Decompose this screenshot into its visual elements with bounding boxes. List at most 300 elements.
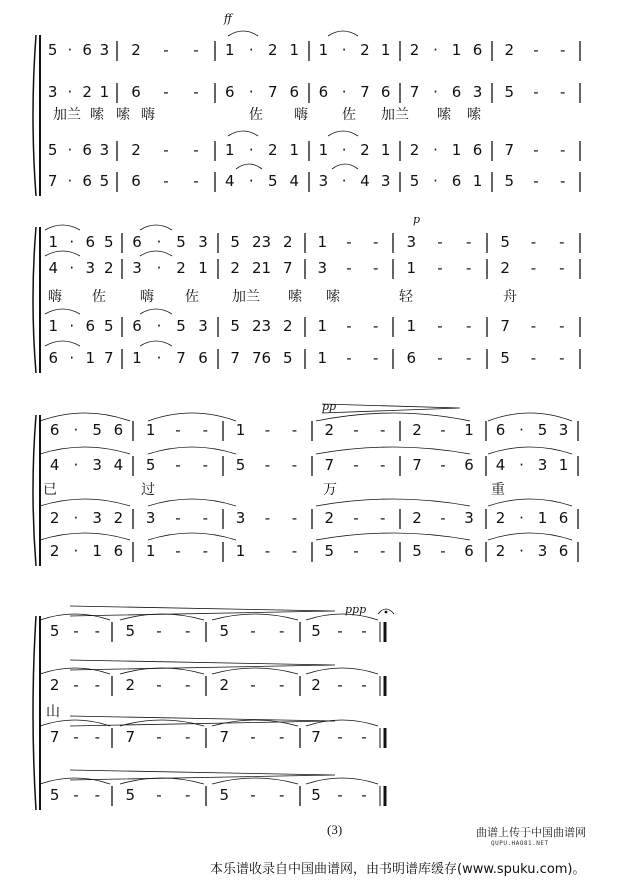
- jianpu-note: ·: [73, 421, 79, 439]
- slur: [148, 447, 236, 454]
- decrescendo: [70, 606, 335, 616]
- jianpu-note: 1: [132, 349, 142, 367]
- jianpu-note: 3: [472, 83, 483, 101]
- lyric-syllable: 嗦: [116, 107, 130, 123]
- jianpu-note: 7: [409, 83, 420, 101]
- slur: [316, 499, 470, 506]
- jianpu-note: ·: [73, 456, 79, 474]
- watermark-url: QUPU.HAO81.NET: [491, 840, 549, 847]
- jianpu-note: -: [533, 41, 539, 59]
- jianpu-note: -: [184, 728, 191, 746]
- jianpu-note: 5: [504, 172, 515, 190]
- slur: [40, 668, 110, 674]
- jianpu-note: 2: [176, 259, 186, 277]
- jianpu-note: 2: [125, 676, 136, 694]
- jianpu-note: 2: [103, 259, 114, 277]
- jianpu-note: -: [346, 259, 352, 277]
- jianpu-note: 7: [230, 349, 240, 367]
- jianpu-note: 5: [230, 317, 240, 335]
- jianpu-note: -: [530, 317, 537, 335]
- jianpu-note: ·: [341, 41, 347, 59]
- jianpu-note: 3: [132, 259, 142, 277]
- lyric-syllable: 重: [491, 482, 505, 498]
- jianpu-note: -: [94, 622, 101, 640]
- jianpu-note: 2: [412, 509, 422, 527]
- slur: [212, 778, 298, 784]
- jianpu-note: 4: [113, 456, 124, 474]
- jianpu-note: ·: [519, 542, 524, 560]
- jianpu-note: 6: [318, 83, 329, 101]
- jianpu-note: -: [337, 676, 343, 694]
- lyric-syllable: 嗦: [437, 107, 451, 123]
- jianpu-note: 6: [224, 83, 235, 101]
- jianpu-note: 4: [48, 259, 59, 277]
- jianpu-note: 5: [47, 41, 58, 59]
- slur: [306, 668, 378, 674]
- jianpu-note: ·: [248, 141, 254, 159]
- jianpu-note: 6: [113, 542, 124, 560]
- footer-note: 本乐谱收录自中国曲谱网，由书明谱库缓存(www.spuku.com)。: [210, 862, 586, 877]
- slur: [140, 341, 172, 346]
- jianpu-note: -: [346, 349, 352, 367]
- jianpu-note: 3: [537, 456, 548, 474]
- jianpu-note: 1: [317, 349, 328, 367]
- jianpu-note: 1: [380, 41, 391, 59]
- jianpu-note: 1: [558, 456, 569, 474]
- jianpu-note: 2: [283, 233, 293, 251]
- jianpu-note: -: [337, 728, 343, 746]
- jianpu-note: 6: [472, 141, 483, 159]
- jianpu-note: 6: [198, 349, 208, 367]
- system-4: [33, 616, 385, 810]
- jianpu-note: -: [94, 728, 101, 746]
- jianpu-note: -: [440, 456, 446, 474]
- slur: [45, 309, 80, 314]
- jianpu-note: -: [163, 172, 169, 190]
- jianpu-note: -: [437, 233, 443, 251]
- slur: [45, 341, 80, 346]
- jianpu-note: 1: [48, 233, 59, 251]
- jianpu-note: ·: [433, 83, 438, 101]
- jianpu-note: -: [337, 786, 343, 804]
- slur: [40, 413, 130, 421]
- jianpu-note: -: [346, 317, 352, 335]
- lyric-syllable: 嗦: [288, 289, 302, 305]
- jianpu-note: -: [193, 83, 199, 101]
- decrescendo: [70, 660, 335, 670]
- slur: [40, 533, 130, 540]
- jianpu-note: 3: [92, 509, 102, 527]
- jianpu-note: 2: [360, 141, 370, 159]
- jianpu-note: -: [337, 622, 343, 640]
- jianpu-note: 5: [103, 317, 114, 335]
- jianpu-note: -: [184, 622, 191, 640]
- jianpu-note: 6: [451, 172, 462, 190]
- jianpu-note: 2: [230, 259, 240, 277]
- jianpu-note: -: [559, 259, 565, 277]
- jianpu-note: 1: [406, 259, 417, 277]
- jianpu-note: 3: [406, 233, 417, 251]
- jianpu-note: 5: [504, 83, 515, 101]
- jianpu-note: 6: [82, 41, 92, 59]
- slur: [148, 499, 236, 506]
- jianpu-note: -: [175, 421, 181, 439]
- jianpu-note: 2: [113, 509, 124, 527]
- jianpu-note: -: [202, 421, 209, 439]
- jianpu-note: 5: [125, 786, 136, 804]
- jianpu-note: 5: [311, 622, 321, 640]
- jianpu-note: 2: [324, 509, 335, 527]
- jianpu-note: 1: [380, 141, 391, 159]
- jianpu-note: -: [291, 456, 298, 474]
- jianpu-note: 5: [103, 233, 114, 251]
- jianpu-note: -: [202, 542, 209, 560]
- jianpu-note: 1: [318, 141, 329, 159]
- jianpu-note: 5: [49, 786, 60, 804]
- jianpu-note: 4: [495, 456, 506, 474]
- jianpu-note: -: [175, 456, 181, 474]
- jianpu-note: 3: [558, 421, 569, 439]
- jianpu-note: -: [465, 259, 472, 277]
- slur: [488, 499, 572, 506]
- jianpu-note: 2: [219, 676, 230, 694]
- jianpu-note: 7: [219, 728, 230, 746]
- jianpu-note: 1: [85, 349, 96, 367]
- jianpu-note: 76: [251, 349, 272, 367]
- jianpu-note: 6: [82, 172, 92, 190]
- jianpu-note: 2: [409, 141, 420, 159]
- jianpu-note: 1: [145, 542, 156, 560]
- jianpu-note: -: [379, 421, 386, 439]
- jianpu-note: 7: [324, 456, 335, 474]
- jianpu-note: -: [440, 542, 446, 560]
- jianpu-note: 6: [113, 421, 124, 439]
- jianpu-note: -: [156, 622, 162, 640]
- jianpu-note: -: [278, 786, 285, 804]
- jianpu-note: -: [73, 676, 79, 694]
- jianpu-note: -: [193, 41, 199, 59]
- jianpu-note: 6: [464, 542, 474, 560]
- slur: [148, 413, 236, 421]
- slur: [228, 131, 258, 136]
- jianpu-note: -: [530, 259, 537, 277]
- jianpu-note: -: [559, 317, 565, 335]
- jianpu-note: ·: [248, 172, 254, 190]
- jianpu-note: 1: [472, 172, 483, 190]
- jianpu-note: 3: [464, 509, 474, 527]
- jianpu-note: -: [156, 676, 162, 694]
- jianpu-note: 5: [311, 786, 321, 804]
- jianpu-note: -: [291, 421, 298, 439]
- jianpu-note: 23: [251, 233, 272, 251]
- jianpu-note: 3: [318, 172, 329, 190]
- jianpu-note: -: [465, 317, 472, 335]
- jianpu-note: ·: [73, 542, 79, 560]
- jianpu-note: 7: [267, 83, 278, 101]
- jianpu-note: -: [202, 509, 209, 527]
- jianpu-note: 23: [251, 317, 272, 335]
- jianpu-note: ·: [67, 172, 73, 190]
- jianpu-note: -: [372, 317, 379, 335]
- jianpu-note: 3: [99, 141, 110, 159]
- slur: [140, 309, 172, 314]
- jianpu-note: -: [361, 676, 367, 694]
- jianpu-note: -: [94, 676, 101, 694]
- jianpu-note: 7: [360, 83, 370, 101]
- jianpu-note: 2: [131, 41, 141, 59]
- jianpu-note: 6: [289, 83, 300, 101]
- lyric-syllable: 嗦: [90, 107, 104, 123]
- slur: [140, 251, 172, 256]
- slur: [306, 614, 378, 620]
- jianpu-note: -: [73, 786, 79, 804]
- jianpu-note: 4: [360, 172, 370, 190]
- jianpu-note: ·: [341, 172, 347, 190]
- slur: [306, 778, 378, 784]
- jianpu-note: 1: [99, 83, 110, 101]
- jianpu-note: -: [163, 41, 169, 59]
- jianpu-note: -: [440, 421, 446, 439]
- jianpu-note: 2: [82, 83, 92, 101]
- jianpu-note: 3: [85, 259, 96, 277]
- systems: [33, 35, 580, 810]
- system-2: [33, 227, 580, 373]
- jianpu-note: -: [278, 676, 285, 694]
- lyric-syllable: 万: [323, 482, 337, 498]
- jianpu-note: 6: [495, 421, 506, 439]
- jianpu-note: 2: [409, 41, 420, 59]
- jianpu-note: ·: [156, 349, 162, 367]
- slur: [316, 533, 470, 540]
- slur: [332, 164, 358, 169]
- jianpu-note: -: [437, 349, 443, 367]
- jianpu-note: 2: [311, 676, 321, 694]
- jianpu-note: 21: [251, 259, 272, 277]
- system-brace: [33, 415, 36, 566]
- jianpu-note: 5: [92, 421, 102, 439]
- jianpu-note: -: [372, 259, 379, 277]
- fermata-dot: [385, 611, 388, 614]
- jianpu-note: 1: [48, 317, 59, 335]
- jianpu-note: ·: [67, 41, 73, 59]
- jianpu-note: -: [184, 786, 191, 804]
- jianpu-note: -: [437, 259, 443, 277]
- slur: [488, 413, 572, 421]
- jianpu-note: -: [175, 542, 181, 560]
- slur: [140, 225, 172, 230]
- jianpu-note: 6: [131, 83, 141, 101]
- jianpu-note: ·: [341, 141, 347, 159]
- jianpu-note: 2: [267, 141, 278, 159]
- jianpu-note: -: [530, 233, 537, 251]
- jianpu-note: ·: [69, 233, 75, 251]
- jianpu-note: 7: [283, 259, 293, 277]
- jianpu-note: 7: [504, 141, 515, 159]
- jianpu-note: 5: [219, 622, 230, 640]
- jianpu-note: -: [379, 509, 386, 527]
- slur: [40, 614, 110, 620]
- jianpu-note: ·: [73, 509, 79, 527]
- jianpu-note: 6: [406, 349, 417, 367]
- jianpu-note: ·: [433, 172, 438, 190]
- jianpu-note: -: [250, 728, 256, 746]
- jianpu-note: -: [291, 542, 298, 560]
- jianpu-note: 2: [49, 542, 60, 560]
- jianpu-note: ·: [69, 349, 75, 367]
- jianpu-note: 5: [219, 786, 230, 804]
- jianpu-note: 5: [176, 317, 186, 335]
- slur: [212, 614, 298, 620]
- jianpu-note: -: [559, 172, 566, 190]
- jianpu-note: 7: [47, 172, 58, 190]
- jianpu-note: 1: [317, 317, 328, 335]
- jianpu-note: 7: [103, 349, 114, 367]
- jianpu-note: 3: [317, 259, 328, 277]
- jianpu-note: 5: [500, 349, 510, 367]
- jianpu-note: ·: [519, 421, 524, 439]
- jianpu-note: -: [278, 622, 285, 640]
- lyric-syllable: 嗨: [294, 107, 308, 123]
- jianpu-note: 5: [47, 141, 58, 159]
- jianpu-note: 6: [48, 349, 59, 367]
- jianpu-note: 3: [99, 41, 110, 59]
- jianpu-note: -: [353, 421, 359, 439]
- jianpu-note: 5: [500, 233, 510, 251]
- jianpu-note: 1: [289, 41, 300, 59]
- jianpu-note: -: [437, 317, 443, 335]
- jianpu-note: 5: [145, 456, 156, 474]
- jianpu-note: 3: [198, 233, 208, 251]
- jianpu-note: 3: [47, 83, 58, 101]
- jianpu-note: 3: [92, 456, 102, 474]
- dynamic-marking: pp: [322, 400, 337, 413]
- jianpu-note: 1: [198, 259, 208, 277]
- jianpu-note: -: [530, 349, 537, 367]
- jianpu-note: 5: [324, 542, 335, 560]
- jianpu-note: 2: [495, 509, 506, 527]
- jianpu-note: 1: [235, 542, 246, 560]
- slur: [316, 413, 470, 421]
- jianpu-note: 1: [406, 317, 417, 335]
- jianpu-note: 6: [472, 41, 483, 59]
- jianpu-note: -: [156, 728, 162, 746]
- jianpu-note: -: [250, 786, 256, 804]
- jianpu-note: 6: [464, 456, 474, 474]
- jianpu-note: ·: [519, 456, 524, 474]
- jianpu-note: 3: [235, 509, 246, 527]
- jianpu-note: -: [94, 786, 101, 804]
- jianpu-note: ·: [69, 259, 75, 277]
- jianpu-note: -: [559, 349, 565, 367]
- jianpu-note: -: [193, 172, 199, 190]
- lyric-syllable: 嗦: [467, 107, 481, 123]
- jianpu-note: 1: [451, 141, 462, 159]
- jianpu-note: 2: [49, 676, 60, 694]
- jianpu-note: 1: [318, 41, 329, 59]
- jianpu-note: -: [372, 349, 379, 367]
- jianpu-note: ·: [156, 233, 162, 251]
- jianpu-note: -: [193, 141, 199, 159]
- jianpu-note: 6: [380, 83, 391, 101]
- jianpu-note: 3: [198, 317, 208, 335]
- jianpu-note: -: [163, 83, 169, 101]
- jianpu-note: -: [465, 349, 472, 367]
- decrescendo: [70, 770, 335, 780]
- jianpu-note: 1: [92, 542, 102, 560]
- slur: [40, 499, 130, 506]
- jianpu-note: 6: [132, 317, 142, 335]
- slur: [316, 447, 470, 454]
- lyric-syllable: 嗨: [140, 289, 154, 305]
- jianpu-note: 2: [495, 542, 506, 560]
- slur: [328, 131, 358, 136]
- lyric-syllable: 已: [43, 482, 57, 498]
- jianpu-note: 6: [558, 542, 569, 560]
- jianpu-note: -: [264, 542, 271, 560]
- jianpu-note: 1: [451, 41, 462, 59]
- jianpu-note: -: [353, 456, 359, 474]
- jianpu-note: -: [175, 509, 181, 527]
- jianpu-note: 7: [500, 317, 510, 335]
- watermark-title: 曲谱上传于中国曲谱网: [476, 826, 586, 839]
- jianpu-note: 2: [267, 41, 278, 59]
- score-markings: [40, 12, 572, 784]
- system-brace: [33, 616, 36, 810]
- lyric-syllable: 过: [141, 482, 155, 498]
- lyric-syllable: 佐: [249, 107, 263, 123]
- jianpu-note: 2: [504, 41, 515, 59]
- system-1: [33, 35, 580, 196]
- lyric-syllable: 嗨: [48, 289, 62, 305]
- jianpu-note: 1: [317, 233, 328, 251]
- jianpu-note: 2: [412, 421, 422, 439]
- lyric-syllable: 山: [46, 704, 60, 720]
- slur: [488, 447, 572, 454]
- system-3: [33, 415, 578, 566]
- jianpu-note: 6: [132, 233, 142, 251]
- jianpu-note: 2: [324, 421, 335, 439]
- jianpu-note: -: [264, 421, 271, 439]
- dynamic-marking: ppp: [345, 603, 367, 616]
- jianpu-note: ·: [69, 317, 75, 335]
- jianpu-note: 5: [125, 622, 136, 640]
- jianpu-note: 5: [235, 456, 246, 474]
- jianpu-note: -: [379, 456, 386, 474]
- jianpu-note: ·: [248, 41, 254, 59]
- slur: [40, 778, 110, 784]
- decrescendo: [322, 404, 460, 413]
- jianpu-note: -: [559, 83, 566, 101]
- jianpu-note: 2: [283, 317, 293, 335]
- slur: [328, 31, 358, 36]
- slur: [212, 668, 298, 674]
- decrescendo: [70, 716, 335, 726]
- slur: [488, 533, 572, 540]
- lyric-syllable: 佐: [185, 289, 199, 305]
- jianpu-note: -: [361, 728, 367, 746]
- jianpu-note: -: [559, 141, 566, 159]
- jianpu-note: ·: [433, 141, 438, 159]
- jianpu-note: 6: [558, 509, 569, 527]
- jianpu-note: 5: [283, 349, 293, 367]
- jianpu-note: -: [264, 509, 271, 527]
- jianpu-note: -: [73, 728, 79, 746]
- jianpu-note: 3: [380, 172, 391, 190]
- system-brace: [33, 35, 36, 196]
- slur: [148, 533, 236, 540]
- jianpu-note: ·: [519, 509, 524, 527]
- jianpu-note: -: [379, 542, 386, 560]
